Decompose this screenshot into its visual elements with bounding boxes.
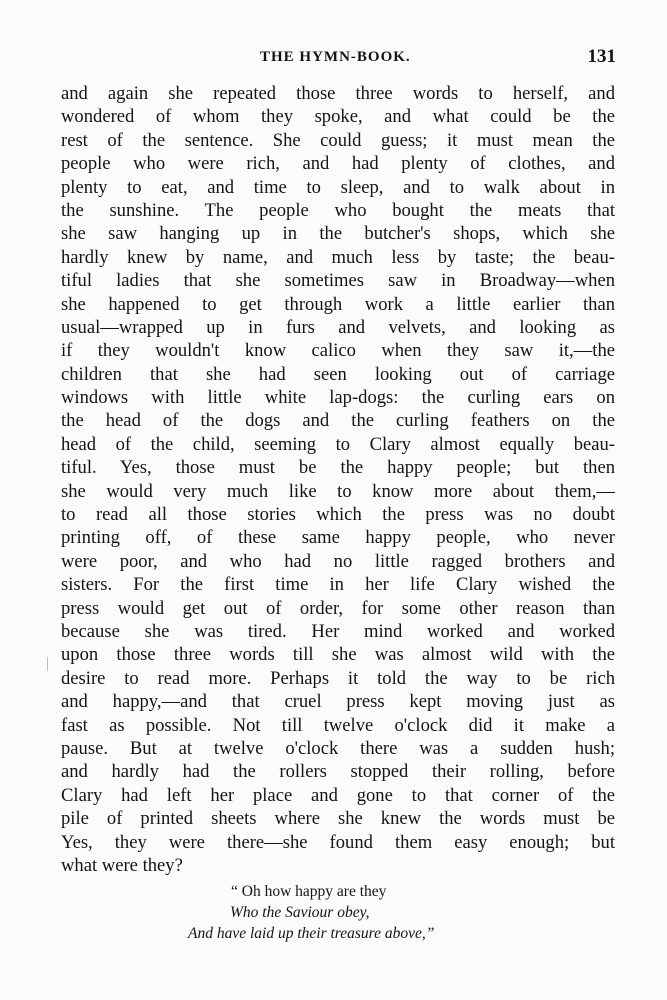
text-line: pile of printed sheets where she knew the words must be	[61, 808, 615, 830]
text-line: fast as possible. Not till twelve o'clock did it make a	[61, 714, 615, 736]
text-line: hardly knew by name, and much less by taste; the beau-	[61, 246, 615, 268]
text-line: the head of the dogs and the curling feathers on the	[61, 410, 615, 432]
margin-mark	[47, 657, 48, 671]
running-title: THE HYMN-BOOK.	[260, 49, 411, 65]
text-line: she would very much like to know more about them,—	[61, 480, 615, 502]
text-line: windows with little white lap-dogs: the curling ears on	[61, 387, 615, 409]
text-line: head of the child, seeming to Clary almost equally beau-	[61, 433, 615, 455]
text-line: sisters. For the first time in her life Clary wished the	[61, 574, 615, 596]
text-line: tiful ladies that she sometimes saw in Broadway—when	[61, 270, 615, 292]
text-line: plenty to eat, and time to sleep, and to walk about in	[61, 176, 615, 198]
text-line: press would get out of order, for some other reason than	[61, 597, 615, 619]
text-line: children that she had seen looking out of carriage	[61, 363, 615, 385]
text-line: usual—wrapped up in furs and velvets, and looking as	[61, 316, 615, 338]
running-head	[60, 46, 616, 70]
verse-line: Who the Saviour obey,	[230, 904, 370, 921]
verse-line: “ Oh how happy are they	[231, 883, 387, 900]
text-line: Yes, they were there—she found them easy enough; but	[61, 831, 615, 853]
page-number: 131	[587, 46, 616, 67]
text-line: because she was tired. Her mind worked and worked	[61, 620, 615, 642]
text-line: Clary had left her place and gone to that corner of the	[61, 784, 615, 806]
text-line: desire to read more. Perhaps it told the way to be rich	[61, 667, 615, 689]
text-line: wondered of whom they spoke, and what could be the	[61, 106, 615, 128]
text-line: people who were rich, and had plenty of clothes, and	[61, 153, 615, 175]
verse-line: And have laid up their treasure above,”	[188, 925, 435, 942]
text-line: tiful. Yes, those must be the happy people; but then	[61, 457, 615, 479]
text-line: printing off, of these same happy people, who never	[61, 527, 615, 549]
text-line: and happy,—and that cruel press kept moving just as	[61, 691, 615, 713]
text-line: upon those three words till she was almost wild with the	[61, 644, 615, 666]
text-line: what were they?	[61, 854, 183, 876]
hymn-verse	[160, 881, 520, 944]
text-line: and hardly had the rollers stopped their rolling, before	[61, 761, 615, 783]
text-line: the sunshine. The people who bought the meats that	[61, 199, 615, 221]
text-line: to read all those stories which the press was no doubt	[61, 504, 615, 526]
text-line: were poor, and who had no little ragged brothers and	[61, 550, 615, 572]
text-line: and again she repeated those three words to herself, and	[61, 83, 615, 104]
body-text	[61, 82, 615, 877]
text-line: she happened to get through work a little earlier than	[61, 293, 615, 315]
text-line: if they wouldn't know calico when they saw it,—the	[61, 340, 615, 362]
text-line: rest of the sentence. She could guess; it must mean the	[61, 129, 615, 151]
text-line: pause. But at twelve o'clock there was a sudden hush;	[61, 737, 615, 759]
text-line: she saw hanging up in the butcher's shops, which she	[61, 223, 615, 245]
